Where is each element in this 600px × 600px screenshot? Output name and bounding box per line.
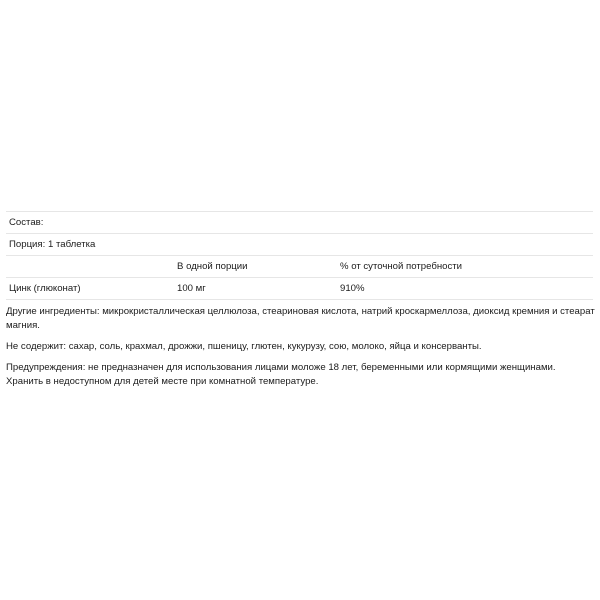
other-ingredients xyxy=(6,305,596,332)
free-of-text: сахар, соль, крахмал, дрожжи, пшеницу, глютен, кукурузу, сою, молоко, яйца и консерванты. xyxy=(66,341,482,352)
free-of-label: Не содержит: xyxy=(6,341,67,352)
facts-header-row xyxy=(6,256,593,278)
header-amount: В одной порции xyxy=(174,256,337,278)
header-nutrient xyxy=(6,256,174,278)
warnings xyxy=(6,361,596,388)
facts-title: Состав: xyxy=(6,212,593,234)
nutrient-daily-value: 910% xyxy=(337,278,593,300)
nutrient-amount: 100 мг xyxy=(174,278,337,300)
storage-text: Хранить в недоступном для детей месте при комнатной температуре. xyxy=(6,375,319,387)
table-row xyxy=(6,278,593,300)
warnings-text: не предназначен для использования лицами моложе 18 лет, беременными или кормящими женщинами. xyxy=(85,362,556,373)
header-daily-value: % от суточной потребности xyxy=(337,256,593,278)
other-ingredients-label: Другие ингредиенты: xyxy=(6,306,100,317)
facts-title-row xyxy=(6,212,593,234)
other-ingredients-text: микрокристаллическая целлюлоза, стеариновая кислота, натрий кроскармеллоза, диоксид кремния и стеарат магния. xyxy=(6,306,595,331)
nutrient-name: Цинк (глюконат) xyxy=(6,278,174,300)
supplement-facts-table xyxy=(6,211,593,300)
serving-size: Порция: 1 таблетка xyxy=(6,234,593,256)
warnings-label: Предупреждения: xyxy=(6,362,86,373)
free-of xyxy=(6,340,596,354)
serving-row xyxy=(6,234,593,256)
